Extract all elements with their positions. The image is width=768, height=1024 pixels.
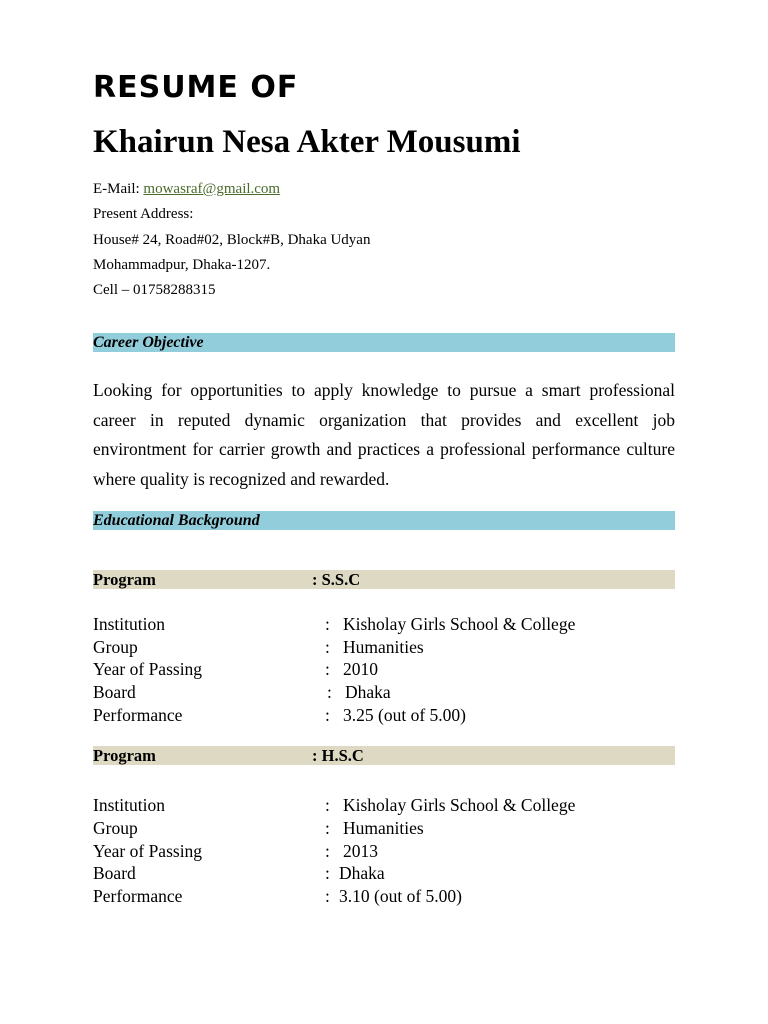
row-colon: : [325,795,330,815]
row-value: 3.25 (out of 5.00) [343,705,466,725]
resume-heading: RESUME OF [93,70,299,105]
ssc-board-row [93,681,675,703]
row-value: Humanities [343,637,424,657]
row-value: Kisholay Girls School & College [343,614,576,634]
row-key: Performance [93,705,183,725]
ssc-institution-row [93,613,675,635]
row-value: 2013 [343,841,378,861]
row-colon: : [325,886,330,906]
program-hsc-bar [93,746,675,765]
hsc-performance-row [93,885,675,907]
email-line [93,181,280,198]
hsc-institution-row [93,794,675,816]
program-value: : H.S.C [312,746,364,765]
career-objective-heading: Career Objective [93,333,675,352]
program-value: : S.S.C [312,570,361,589]
educational-background-heading: Educational Background [93,511,675,530]
address-label: Present Address: [93,206,194,222]
row-value: Humanities [343,818,424,838]
row-colon: : [325,863,330,883]
email-link[interactable]: mowasraf@gmail.com [143,181,281,197]
row-value: Dhaka [345,682,391,702]
program-label: Program [93,570,156,589]
row-colon: : [325,614,330,634]
row-key: Institution [93,795,165,815]
row-value: 2010 [343,659,378,679]
row-key: Group [93,637,138,657]
row-key: Institution [93,614,165,634]
address-line-2: Mohammadpur, Dhaka-1207. [93,257,271,273]
row-key: Year of Passing [93,659,203,679]
address-line-1: House# 24, Road#02, Block#B, Dhaka Udyan [93,232,371,248]
row-key: Board [93,863,136,883]
career-objective-text: Looking for opportunities to apply knowledge to pursue a smart professional career in reputed dynamic organization that provides and excellent job environtment for carrier growth and practices a professional performance culture where quality is recognized and rewarded. [93,380,675,489]
row-colon: : [325,818,330,838]
hsc-year-row [93,840,675,862]
row-colon: : [325,841,330,861]
email-label: E-Mail: [93,181,144,197]
ssc-group-row [93,636,675,658]
ssc-year-row [93,658,675,680]
row-key: Performance [93,886,183,906]
row-colon: : [327,682,332,702]
row-key: Board [93,682,136,702]
hsc-group-row [93,817,675,839]
candidate-name: Khairun Nesa Akter Mousumi [93,124,521,160]
row-colon: : [325,705,330,725]
row-value: Kisholay Girls School & College [343,795,576,815]
program-ssc-bar [93,570,675,589]
ssc-performance-row [93,704,675,726]
row-key: Group [93,818,138,838]
cell-number: Cell – 01758288315 [93,282,216,298]
row-colon: : [325,637,330,657]
hsc-board-row [93,862,675,884]
row-key: Year of Passing [93,841,203,861]
row-colon: : [325,659,330,679]
row-value: Dhaka [339,863,385,883]
row-value: 3.10 (out of 5.00) [339,886,462,906]
program-label: Program [93,746,156,765]
